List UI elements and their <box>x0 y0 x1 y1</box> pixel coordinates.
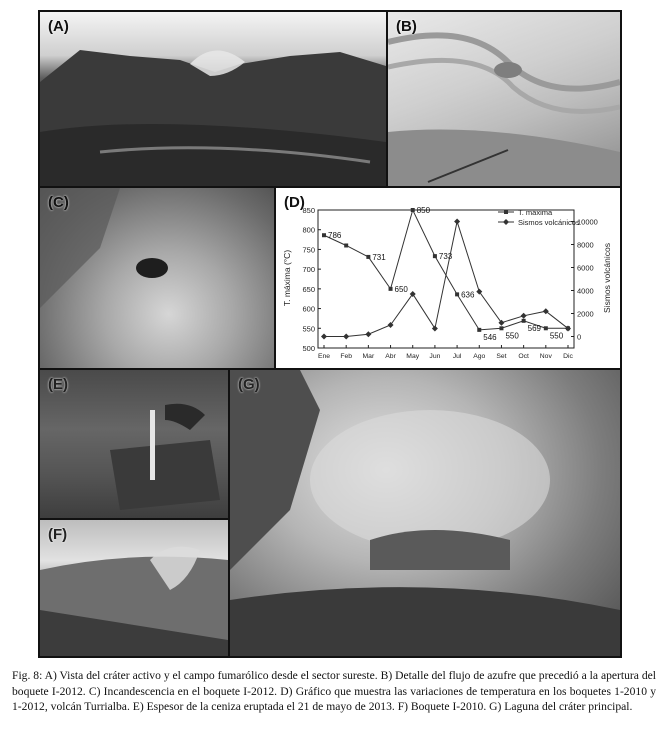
panel-label-d: (D) <box>284 194 305 211</box>
x-tick-label: Oct <box>518 353 529 360</box>
figure-caption: Fig. 8: A) Vista del cráter activo y el campo fumarólico desde el sector sureste. B) Detalle del flujo de azufre que precedió a la apertura del boquete I-2012. C) Incandescencia en el boquete I-2012. D) Gráfico que muestra las variaciones de temperatura en los boquetes 1-2010 y 1-2012, volcán Turrialba. E) Espesor de la ceniza eruptada el 21 de mayo de 2013. F) Boquete I-2010. G) Laguna del cráter principal. <box>12 669 656 713</box>
point-t-maxima <box>499 326 503 330</box>
photo-panel-b <box>388 12 620 186</box>
sulfur-flow-texture <box>388 12 620 186</box>
photo-panel-a <box>40 12 386 186</box>
panel-label-f: (F) <box>48 526 68 543</box>
y-right-tick-label: 6000 <box>577 263 594 273</box>
x-tick-label: Ago <box>473 353 486 360</box>
x-tick-label: Jul <box>452 353 462 360</box>
data-label: 550 <box>505 331 519 341</box>
y-axis-label-right: Sismos volcánicos <box>602 243 612 313</box>
data-label: 733 <box>438 252 453 262</box>
crater-rim-silhouette <box>40 42 386 186</box>
ash-pit-shape <box>40 370 228 518</box>
x-tick-label: Nov <box>539 353 552 360</box>
point-t-maxima <box>433 254 437 258</box>
y-left-tick-label: 650 <box>302 284 315 294</box>
data-label: 550 <box>549 331 564 341</box>
chart-panel-d <box>276 188 620 368</box>
point-sismos <box>521 313 527 319</box>
vent-shape <box>40 188 274 368</box>
panel-label-g: (G) <box>238 376 260 393</box>
point-t-maxima <box>344 243 348 247</box>
x-tick-label: Dic <box>563 353 573 360</box>
point-sismos <box>321 334 327 340</box>
legend-marker-t-maxima <box>504 210 508 214</box>
y-left-tick-label: 800 <box>302 225 315 235</box>
x-tick-label: Set <box>496 353 507 360</box>
point-t-maxima <box>477 328 481 332</box>
y-right-tick-label: 8000 <box>577 240 594 250</box>
point-t-maxima <box>411 208 415 212</box>
y-right-tick-label: 2000 <box>577 309 594 319</box>
legend-label-t-maxima: T. máxima <box>518 208 553 217</box>
data-label: 731 <box>372 252 386 262</box>
x-tick-label: Feb <box>340 353 353 360</box>
y-left-tick-label: 750 <box>302 245 315 255</box>
temperature-seismicity-chart <box>276 188 620 368</box>
legend-label-sismos: Sismos volcánicos <box>518 218 580 227</box>
point-t-maxima <box>322 233 326 237</box>
data-label: 650 <box>394 284 408 294</box>
data-label: 636 <box>461 290 475 300</box>
x-tick-label: Abr <box>385 353 396 360</box>
data-label: 546 <box>483 332 497 342</box>
data-label: 786 <box>328 231 342 241</box>
crater-shape <box>230 370 620 656</box>
y-right-tick-label: 4000 <box>577 286 594 296</box>
x-tick-label: Jun <box>429 353 441 360</box>
panel-label-a: (A) <box>48 18 69 35</box>
point-t-maxima <box>544 326 548 330</box>
photo-panel-f <box>40 520 228 656</box>
data-label: 569 <box>527 323 541 333</box>
point-t-maxima <box>522 319 526 323</box>
point-sismos <box>343 334 349 340</box>
figure-8 <box>38 10 622 658</box>
series-line-0 <box>324 210 568 330</box>
point-t-maxima <box>389 287 393 291</box>
point-t-maxima <box>455 292 459 296</box>
photo-panel-g <box>230 370 620 656</box>
point-sismos <box>454 219 460 225</box>
y-left-tick-label: 850 <box>302 206 315 215</box>
y-right-tick-label: 0 <box>577 332 582 342</box>
panel-label-b: (B) <box>396 18 417 35</box>
series-line-1 <box>324 222 568 337</box>
y-left-tick-label: 500 <box>302 344 315 353</box>
photo-panel-e <box>40 370 228 518</box>
x-tick-label: Mar <box>362 353 375 360</box>
x-tick-label: May <box>406 353 420 360</box>
y-left-tick-label: 600 <box>302 304 315 314</box>
data-label: 850 <box>416 206 431 215</box>
point-sismos <box>432 325 438 331</box>
y-right-tick-label: 10000 <box>577 217 598 227</box>
slope-shape <box>40 520 228 656</box>
y-axis-label-left: T. máxima (°C) <box>282 249 292 307</box>
chart-legend <box>498 208 580 227</box>
panel-label-e: (E) <box>48 376 68 393</box>
y-left-tick-label: 550 <box>302 324 315 334</box>
x-tick-label: Ene <box>317 353 331 360</box>
photo-panel-c <box>40 188 274 368</box>
panel-label-c: (C) <box>48 194 69 211</box>
y-left-tick-label: 700 <box>302 265 315 275</box>
legend-marker-sismos <box>503 219 509 225</box>
point-sismos <box>365 331 371 337</box>
point-t-maxima <box>366 255 370 259</box>
